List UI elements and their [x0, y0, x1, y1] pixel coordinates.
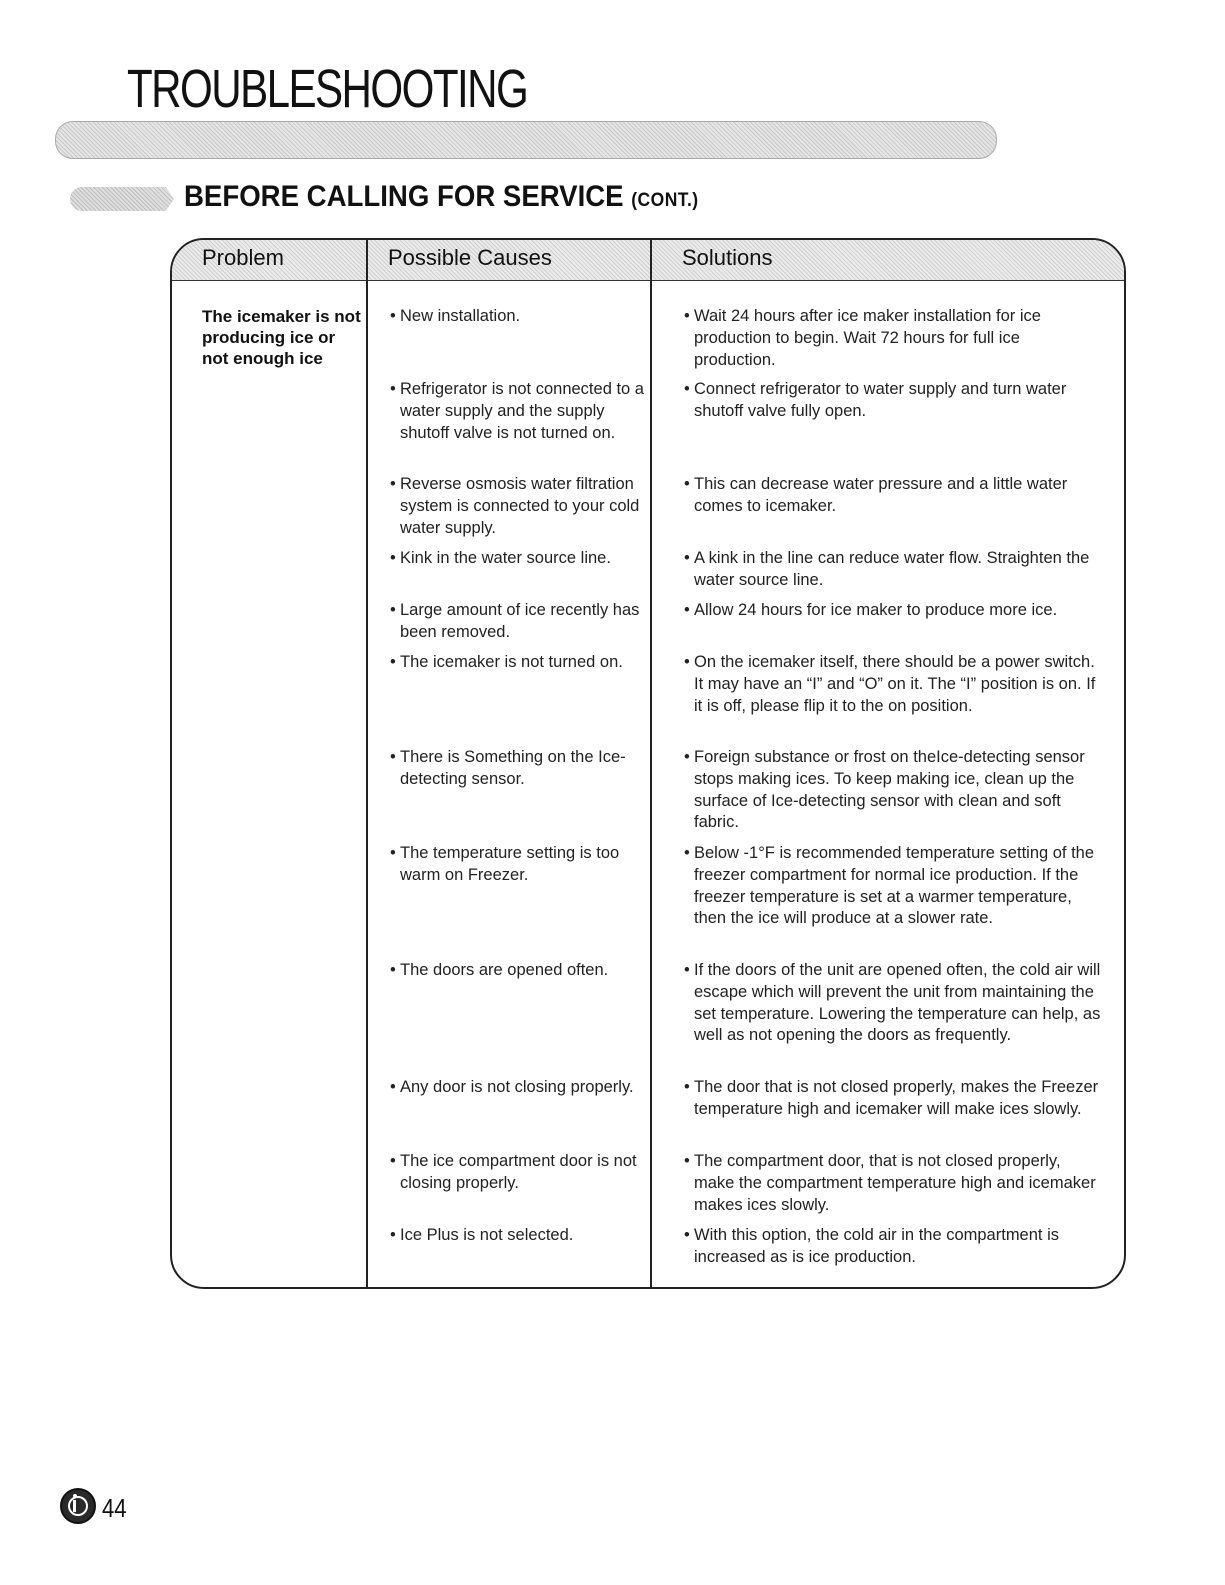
section-marker-icon	[70, 187, 174, 211]
cause-item: • The doors are opened often.	[390, 961, 609, 979]
cause-text: Ice Plus is not selected.	[400, 1226, 574, 1244]
cause-item: • The temperature setting is too warm on Freezer.	[390, 844, 620, 884]
cause-item: • New installation.	[390, 307, 521, 325]
solution-text: Allow 24 hours for ice maker to produce more ice.	[694, 601, 1058, 619]
problem-cell: The icemaker is not producing ice or not enough ice	[202, 307, 361, 368]
solution-text: With this option, the cold air in the compartment is increased as is ice production.	[694, 1226, 1059, 1266]
solution-text: This can decrease water pressure and a little water comes to icemaker.	[694, 475, 1068, 515]
solution-item: • With this option, the cold air in the compartment is increased as is ice production.	[684, 1226, 1059, 1266]
section-heading	[184, 180, 699, 214]
solution-item: • This can decrease water pressure and a little water comes to icemaker.	[684, 475, 1068, 515]
solution-item: • If the doors of the unit are opened often, the cold air will escape which will prevent the unit from maintaining the set temperature. Lowering the temperature can help, as well as not opening the doors as frequently.	[684, 961, 1101, 1045]
cause-item: • There is Something on the Ice-detecting sensor.	[390, 748, 626, 788]
column-divider	[650, 240, 652, 1287]
cause-item: • Refrigerator is not connected to a water supply and the supply shutoff valve is not turned on.	[390, 380, 644, 442]
cause-item: • Large amount of ice recently has been removed.	[390, 601, 640, 641]
solution-text: The door that is not closed properly, makes the Freezer temperature high and icemaker will make ices slowly.	[694, 1078, 1099, 1118]
cause-text: The icemaker is not turned on.	[400, 653, 623, 671]
solution-item: • Wait 24 hours after ice maker installation for ice production to begin. Wait 72 hours for full ice production.	[684, 307, 1041, 369]
cause-item: • Ice Plus is not selected.	[390, 1226, 574, 1244]
cause-item: • Any door is not closing properly.	[390, 1078, 634, 1096]
cause-text: Any door is not closing properly.	[400, 1078, 634, 1096]
cause-text: Large amount of ice recently has been removed.	[400, 601, 640, 641]
solution-item: • Below -1°F is recommended temperature setting of the freezer compartment for normal ice production. If the freezer temperature is set at a warmer temperature, then the ice will produce at a slower rate.	[684, 844, 1095, 928]
solution-text: Foreign substance or frost on theIce-detecting sensor stops making ices. To keep making ice, clean up the surface of Ice-detecting sensor with clean and soft fabric.	[694, 748, 1085, 832]
solution-text: A kink in the line can reduce water flow. Straighten the water source line.	[694, 549, 1090, 589]
column-divider	[366, 240, 368, 1287]
cause-text: New installation.	[400, 307, 521, 325]
solution-item: • The door that is not closed properly, makes the Freezer temperature high and icemaker will make ices slowly.	[684, 1078, 1099, 1118]
cause-item: • The ice compartment door is not closing properly.	[390, 1152, 637, 1192]
solution-item: • Allow 24 hours for ice maker to produce more ice.	[684, 601, 1058, 619]
solution-item: • On the icemaker itself, there should be a power switch. It may have an “I” and “O” on it. The “I” position is on. If it is off, please flip it to the on position.	[684, 653, 1096, 715]
header-solutions: Solutions	[682, 245, 773, 270]
lg-logo-icon	[60, 1488, 96, 1524]
cause-item: • The icemaker is not turned on.	[390, 653, 623, 671]
cause-text: Reverse osmosis water filtration system is connected to your cold water supply.	[400, 475, 640, 537]
section-heading-suffix: (CONT.)	[631, 190, 699, 211]
cause-text: Refrigerator is not connected to a water supply and the supply shutoff valve is not turned on.	[400, 380, 644, 442]
solution-text: On the icemaker itself, there should be a power switch. It may have an “I” and “O” on it. The “I” position is on. If it is off, please flip it to the on position.	[694, 653, 1096, 715]
cause-text: Kink in the water source line.	[400, 549, 611, 567]
page-number: 44	[102, 1493, 127, 1523]
solution-text: Wait 24 hours after ice maker installation for ice production to begin. Wait 72 hours for full ice production.	[694, 307, 1041, 369]
solution-item: • The compartment door, that is not closed properly, make the compartment temperature high and icemaker makes ices slowly.	[684, 1152, 1096, 1214]
solution-item: • Connect refrigerator to water supply and turn water shutoff valve fully open.	[684, 380, 1067, 420]
cause-text: The temperature setting is too warm on Freezer.	[400, 844, 620, 884]
cause-text: The ice compartment door is not closing properly.	[400, 1152, 637, 1192]
solution-text: The compartment door, that is not closed properly, make the compartment temperature high and icemaker makes ices slowly.	[694, 1152, 1096, 1214]
solution-text: Below -1°F is recommended temperature setting of the freezer compartment for normal ice production. If the freezer temperature is set at a warmer temperature, then the ice will produce at a slower rate.	[694, 844, 1095, 928]
title-underline-bar	[55, 121, 997, 159]
table-header	[172, 240, 1124, 281]
cause-text: There is Something on the Ice-detecting sensor.	[400, 748, 626, 788]
header-problem: Problem	[202, 245, 284, 270]
solution-text: Connect refrigerator to water supply and turn water shutoff valve fully open.	[694, 380, 1067, 420]
page-title: TROUBLESHOOTING	[127, 59, 528, 119]
solution-item: • A kink in the line can reduce water flow. Straighten the water source line.	[684, 549, 1090, 589]
cause-item: • Kink in the water source line.	[390, 549, 611, 567]
header-possible-causes: Possible Causes	[388, 245, 552, 270]
troubleshooting-table	[170, 238, 1126, 1289]
section-heading-text: BEFORE CALLING FOR SERVICE	[184, 180, 624, 213]
cause-item: • Reverse osmosis water filtration system is connected to your cold water supply.	[390, 475, 640, 537]
cause-text: The doors are opened often.	[400, 961, 609, 979]
solution-item: • Foreign substance or frost on theIce-detecting sensor stops making ices. To keep making ice, clean up the surface of Ice-detecting sensor with clean and soft fabric.	[684, 748, 1085, 832]
solution-text: If the doors of the unit are opened often, the cold air will escape which will prevent the unit from maintaining the set temperature. Lowering the temperature can help, as well as not opening the doors as frequently.	[694, 961, 1101, 1045]
